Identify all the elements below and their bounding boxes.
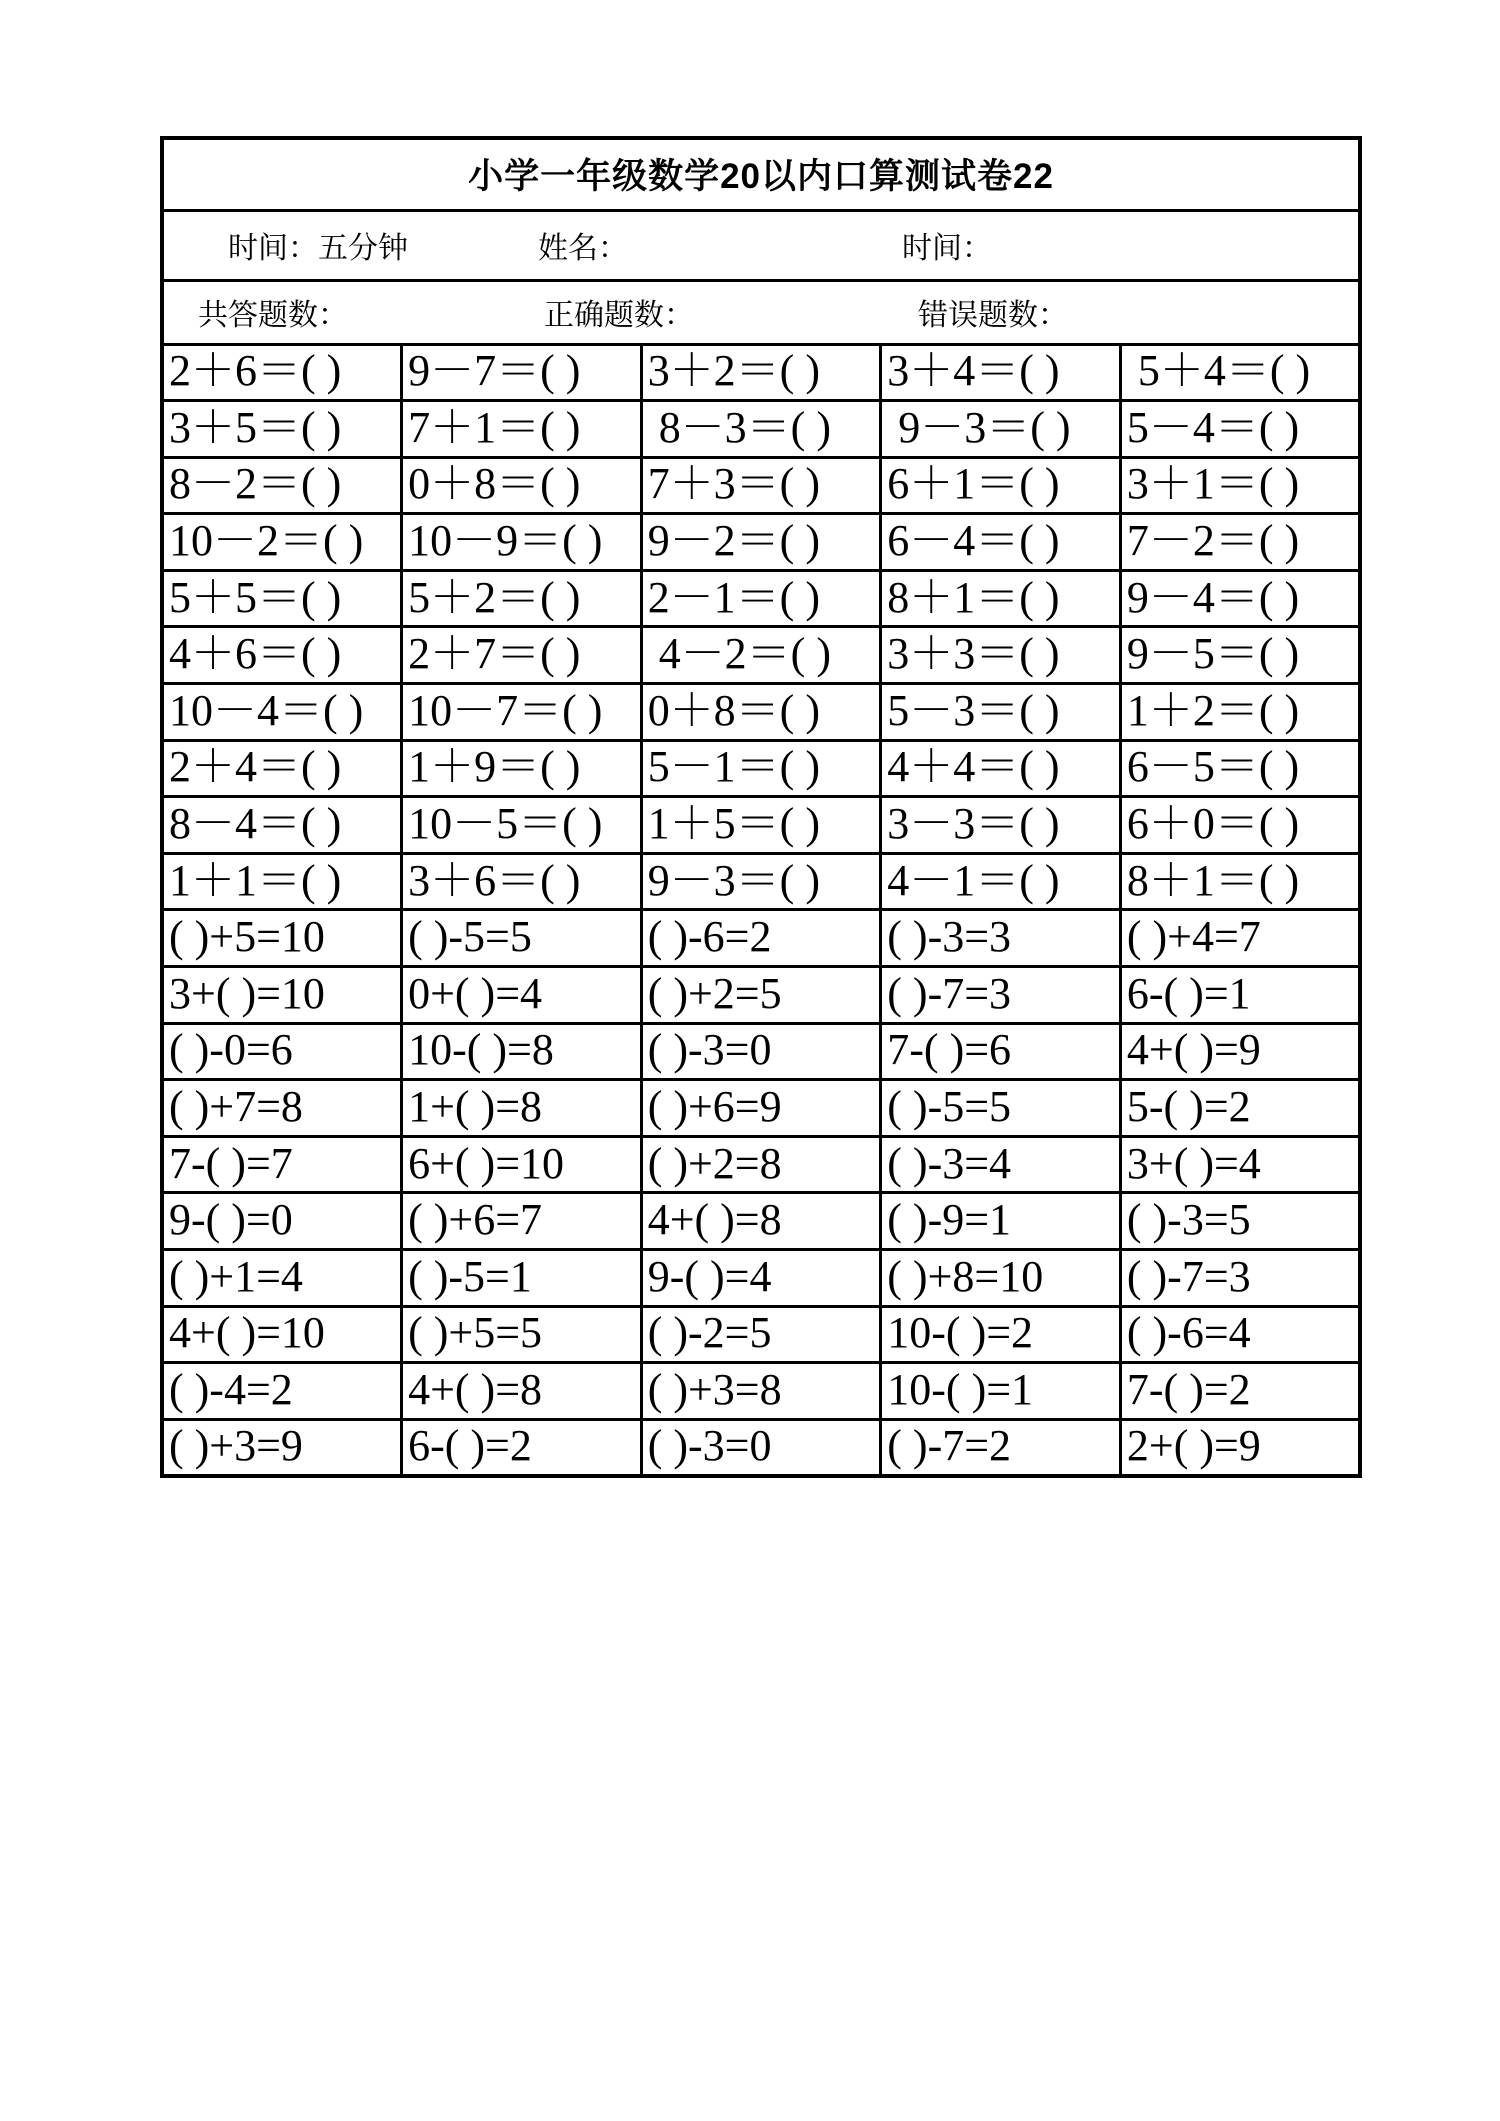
wrong-count-label: 错误题数： — [918, 299, 1068, 332]
problem-cell: 6－5＝( ) — [1120, 740, 1360, 797]
problem-cell: ( )+7=8 — [162, 1080, 402, 1137]
problem-row — [162, 910, 1360, 967]
problem-cell: 6－4＝( ) — [881, 514, 1121, 571]
problem-cell: 1＋2＝( ) — [1120, 684, 1360, 741]
problem-cell: 7-( )=2 — [1120, 1363, 1360, 1420]
problem-cell: 4+( )=8 — [641, 1193, 881, 1250]
problem-cell: 9-( )=0 — [162, 1193, 402, 1250]
problem-cell: 2＋4＝( ) — [162, 740, 402, 797]
problem-cell: 4+( )=8 — [402, 1363, 642, 1420]
problem-cell: ( )-5=1 — [402, 1250, 642, 1307]
problem-row — [162, 627, 1360, 684]
problem-cell: ( )-7=2 — [881, 1419, 1121, 1476]
problem-cell: 9－7＝( ) — [402, 344, 642, 401]
problem-cell: 10-( )=8 — [402, 1023, 642, 1080]
problem-cell: 3－3＝( ) — [881, 797, 1121, 854]
problem-cell: 3＋1＝( ) — [1120, 457, 1360, 514]
problem-cell: ( )-3=4 — [881, 1136, 1121, 1193]
problem-cell: 10-( )=1 — [881, 1363, 1121, 1420]
problem-cell: 10－2＝( ) — [162, 514, 402, 571]
problem-cell: 5-( )=2 — [1120, 1080, 1360, 1137]
page-title: 小学一年级数学20以内口算测试卷22 — [162, 138, 1360, 210]
problem-cell: 6＋1＝( ) — [881, 457, 1121, 514]
name-label: 姓名： — [538, 232, 628, 265]
problem-row — [162, 1306, 1360, 1363]
problem-cell: 3＋5＝( ) — [162, 401, 402, 458]
problem-cell: ( )+5=5 — [402, 1306, 642, 1363]
problem-cell: 6＋0＝( ) — [1120, 797, 1360, 854]
problem-cell: ( )-7=3 — [881, 967, 1121, 1024]
problem-cell: ( )-2=5 — [641, 1306, 881, 1363]
worksheet-table — [160, 136, 1362, 1478]
problem-cell: ( )-5=5 — [402, 910, 642, 967]
problem-row — [162, 1193, 1360, 1250]
problem-cell: ( )-7=3 — [1120, 1250, 1360, 1307]
problem-cell: ( )-6=2 — [641, 910, 881, 967]
counts-cell — [162, 280, 1360, 344]
problem-cell: 4＋6＝( ) — [162, 627, 402, 684]
problem-cell: 8－4＝( ) — [162, 797, 402, 854]
problem-cell: 9－5＝( ) — [1120, 627, 1360, 684]
correct-count-label: 正确题数： — [544, 299, 694, 332]
problem-cell: 9－4＝( ) — [1120, 570, 1360, 627]
problem-cell: 4－1＝( ) — [881, 853, 1121, 910]
problem-cell: 1＋5＝( ) — [641, 797, 881, 854]
problem-cell: ( )+6=9 — [641, 1080, 881, 1137]
problem-cell: ( )-3=3 — [881, 910, 1121, 967]
problem-cell: 10－5＝( ) — [402, 797, 642, 854]
problem-cell: 0+( )=4 — [402, 967, 642, 1024]
problem-cell: 5＋2＝( ) — [402, 570, 642, 627]
problem-cell: 10－7＝( ) — [402, 684, 642, 741]
problem-cell: 6-( )=1 — [1120, 967, 1360, 1024]
problem-cell: ( )+2=5 — [641, 967, 881, 1024]
problem-cell: 9－3＝( ) — [641, 853, 881, 910]
problem-row — [162, 1136, 1360, 1193]
problem-cell: 10-( )=2 — [881, 1306, 1121, 1363]
problem-cell: ( )+2=8 — [641, 1136, 881, 1193]
problem-grid — [162, 344, 1360, 1476]
problem-cell: 7＋1＝( ) — [402, 401, 642, 458]
problem-row — [162, 1250, 1360, 1307]
problem-row — [162, 1023, 1360, 1080]
problem-cell: 3＋3＝( ) — [881, 627, 1121, 684]
problem-cell: 8－2＝( ) — [162, 457, 402, 514]
time-label: 时间： — [902, 232, 992, 265]
problem-cell: 8＋1＝( ) — [1120, 853, 1360, 910]
problem-cell: 1＋1＝( ) — [162, 853, 402, 910]
problem-cell: 7－2＝( ) — [1120, 514, 1360, 571]
problem-cell: 4＋4＝( ) — [881, 740, 1121, 797]
problem-row — [162, 457, 1360, 514]
problem-cell: 5＋5＝( ) — [162, 570, 402, 627]
problem-cell: 9-( )=4 — [641, 1250, 881, 1307]
problem-row — [162, 1363, 1360, 1420]
problem-cell: 4+( )=10 — [162, 1306, 402, 1363]
problem-row — [162, 514, 1360, 571]
problem-cell: 5＋4＝( ) — [1120, 344, 1360, 401]
problem-cell: 5－1＝( ) — [641, 740, 881, 797]
problem-row — [162, 401, 1360, 458]
problem-cell: 10－4＝( ) — [162, 684, 402, 741]
problem-row — [162, 797, 1360, 854]
problem-cell: 3+( )=10 — [162, 967, 402, 1024]
problem-cell: 1+( )=8 — [402, 1080, 642, 1137]
problem-row — [162, 740, 1360, 797]
counts-row — [162, 280, 1360, 344]
problem-cell: ( )-3=0 — [641, 1023, 881, 1080]
problem-cell: 3＋6＝( ) — [402, 853, 642, 910]
problem-cell: ( )+3=9 — [162, 1419, 402, 1476]
problem-cell: 9－2＝( ) — [641, 514, 881, 571]
problem-cell: ( )+3=8 — [641, 1363, 881, 1420]
problem-row — [162, 1080, 1360, 1137]
duration-label: 时间：五分钟 — [228, 232, 408, 265]
problem-cell: 6-( )=2 — [402, 1419, 642, 1476]
problem-cell: ( )-6=4 — [1120, 1306, 1360, 1363]
problem-row — [162, 853, 1360, 910]
problem-cell: 8＋1＝( ) — [881, 570, 1121, 627]
problem-cell: ( )+8=10 — [881, 1250, 1121, 1307]
problem-cell: ( )-0=6 — [162, 1023, 402, 1080]
problem-cell: 0＋8＝( ) — [641, 684, 881, 741]
problem-cell: 0＋8＝( ) — [402, 457, 642, 514]
problem-cell: 2－1＝( ) — [641, 570, 881, 627]
problem-cell: 4－2＝( ) — [641, 627, 881, 684]
total-answered-label: 共答题数： — [198, 299, 348, 332]
problem-cell: 7＋3＝( ) — [641, 457, 881, 514]
problem-cell: 3+( )=4 — [1120, 1136, 1360, 1193]
problem-cell: ( )-9=1 — [881, 1193, 1121, 1250]
problem-cell: 10－9＝( ) — [402, 514, 642, 571]
problem-cell: ( )+4=7 — [1120, 910, 1360, 967]
problem-cell: ( )-3=0 — [641, 1419, 881, 1476]
problem-cell: ( )-5=5 — [881, 1080, 1121, 1137]
problem-cell: ( )+1=4 — [162, 1250, 402, 1307]
info-cell — [162, 210, 1360, 280]
problem-cell: 8－3＝( ) — [641, 401, 881, 458]
problem-cell: 7-( )=7 — [162, 1136, 402, 1193]
problem-cell: 1＋9＝( ) — [402, 740, 642, 797]
problem-row — [162, 967, 1360, 1024]
problem-row — [162, 344, 1360, 401]
problem-cell: 9－3＝( ) — [881, 401, 1121, 458]
problem-cell: ( )+5=10 — [162, 910, 402, 967]
problem-cell: ( )+6=7 — [402, 1193, 642, 1250]
problem-row — [162, 570, 1360, 627]
problem-row — [162, 684, 1360, 741]
problem-cell: 6+( )=10 — [402, 1136, 642, 1193]
problem-cell: 2＋6＝( ) — [162, 344, 402, 401]
problem-cell: 3＋4＝( ) — [881, 344, 1121, 401]
problem-cell: 5－4＝( ) — [1120, 401, 1360, 458]
problem-cell: ( )-3=5 — [1120, 1193, 1360, 1250]
title-row — [162, 138, 1360, 210]
info-row — [162, 210, 1360, 280]
problem-cell: 3＋2＝( ) — [641, 344, 881, 401]
problem-row — [162, 1419, 1360, 1476]
problem-cell: 7-( )=6 — [881, 1023, 1121, 1080]
problem-cell: 2+( )=9 — [1120, 1419, 1360, 1476]
problem-cell: 2＋7＝( ) — [402, 627, 642, 684]
problem-cell: ( )-4=2 — [162, 1363, 402, 1420]
problem-cell: 5－3＝( ) — [881, 684, 1121, 741]
problem-cell: 4+( )=9 — [1120, 1023, 1360, 1080]
